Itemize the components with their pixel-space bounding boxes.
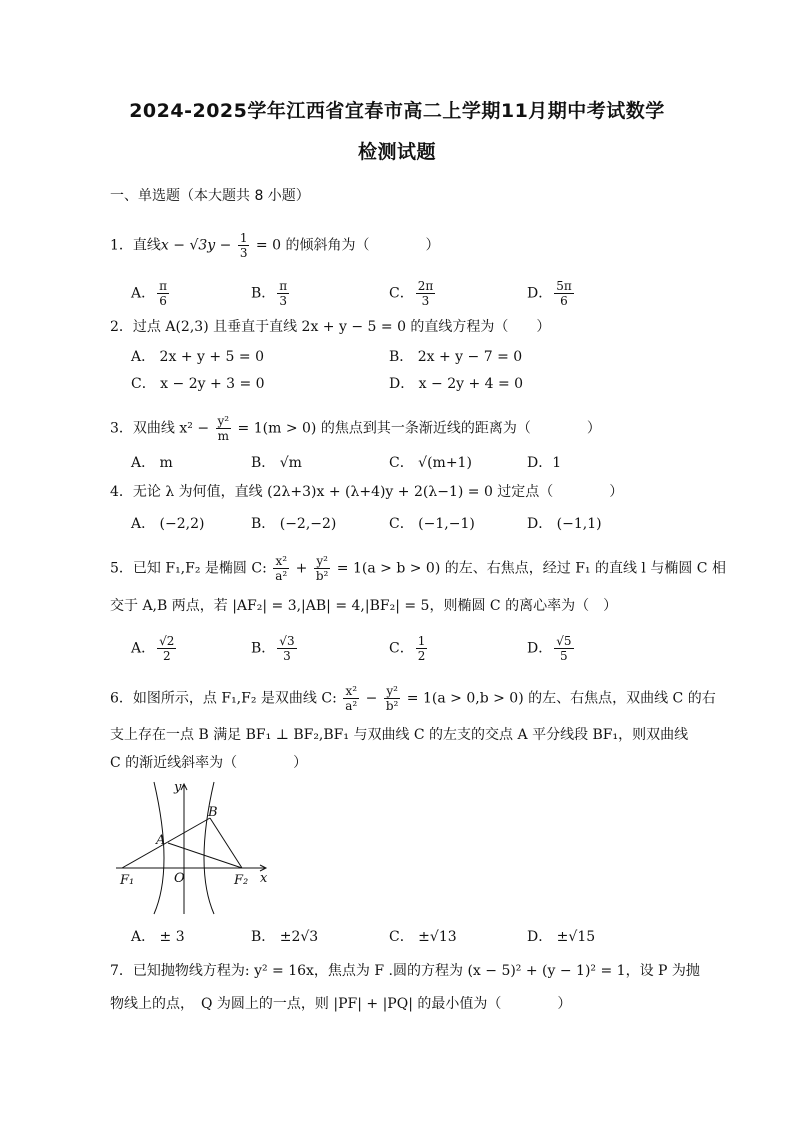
- section-heading: 一、单选题（本大题共 8 小题）: [110, 188, 310, 204]
- q4-option-b: B． (−2,−2): [251, 516, 337, 532]
- q6-option-d: D． ±√15: [527, 929, 596, 945]
- q1-text-b: = 0 的倾斜角为（ ）: [251, 237, 440, 254]
- label-a: A: [156, 833, 166, 848]
- question-3: 3．双曲线 x² − $\frac{\text{y²}}{m}$ = 1(m > 0) 的焦点到其一条渐近线的距离为（ ）: [110, 414, 601, 443]
- label-f2: F₂: [234, 873, 249, 888]
- q1-text-a: 1．直线: [110, 237, 161, 254]
- question-7-line1: 7．已知抛物线方程为: y² = 16x，焦点为 F .圆的方程为 (x − 5)² + (y − 1)² = 1，设 P 为抛: [110, 963, 700, 979]
- question-5-line2: 交于 A,B 两点，若 |AF₂| = 3,|AB| = 4,|BF₂| = 5，则椭圆 C 的离心率为（ ）: [110, 598, 618, 614]
- question-6-line2: 支上存在一点 B 满足 BF₁ ⊥ BF₂,BF₁ 与双曲线 C 的左支的交点 A 平分线段 BF₁，则双曲线: [110, 727, 689, 743]
- exam-title-line1: 2024-2025学年江西省宜春市高二上学期11月期中考试数学: [129, 100, 665, 122]
- q4-option-a: A． (−2,2): [131, 516, 205, 532]
- exam-title-line2: 检测试题: [357, 141, 436, 163]
- q5-option-c: C． $\frac{1}{2}$: [389, 634, 426, 663]
- segment-f1-b: [122, 818, 210, 868]
- q5-option-d: D． $\frac{√5}{5}$: [527, 634, 572, 663]
- q2-option-a: A． 2x + y + 5 = 0: [131, 349, 264, 365]
- label-x: x: [260, 871, 268, 886]
- right-branch: [204, 782, 214, 914]
- question-7-line2: 物线上的点， Q 为圆上的一点，则 |PF| + |PQ| 的最小值为（ ）: [110, 996, 572, 1012]
- q5-option-b: B． $\frac{√3}{3}$: [251, 634, 295, 663]
- q5-option-a: A． $\frac{√2}{2}$: [131, 634, 175, 663]
- q2-option-d: D． x − 2y + 4 = 0: [389, 376, 524, 392]
- label-o: O: [174, 871, 185, 886]
- left-branch: [154, 782, 164, 914]
- label-y: y: [174, 780, 182, 795]
- segment-a-f2: [168, 843, 242, 868]
- question-4: 4．无论 λ 为何值，直线 (2λ+3)x + (λ+4)y + 2(λ−1) = 0 过定点（ ）: [110, 484, 624, 500]
- q6-option-a: A． ± 3: [131, 929, 185, 945]
- q1-fraction: $\frac{1}{3}$: [239, 231, 248, 260]
- hyperbola-figure: [108, 778, 278, 918]
- q1-option-c: C． $\frac{2\pi}{3}$: [389, 279, 434, 308]
- q3-option-b: B． √m: [251, 455, 302, 471]
- q6-option-b: B． ±2√3: [251, 929, 319, 945]
- q4-option-d: D． (−1,1): [527, 516, 602, 532]
- label-b: B: [208, 805, 218, 820]
- q3-option-c: C． √(m+1): [389, 455, 472, 471]
- question-6-line1: 6．如图所示，点 F₁,F₂ 是双曲线 C: $\frac{\text{x²}}{\text{a²}}$ − $\frac{\text{y²}}{\text{b²}}$ = 1(a > 0,b > 0) 的左、右焦点，双曲线 C 的右: [110, 684, 716, 713]
- question-1: [110, 231, 439, 260]
- segment-b-f2: [210, 818, 242, 868]
- question-5-line1: 5．已知 F₁,F₂ 是椭圆 C: $\frac{\text{x²}}{\text{a²}}$ + $\frac{\text{y²}}{\text{b²}}$ = 1(a > b > 0) 的左、右焦点，经过 F₁ 的直线 l 与椭圆 C 相: [110, 554, 726, 583]
- label-f1: F₁: [120, 873, 135, 888]
- q3-option-a: A． m: [131, 455, 173, 471]
- q1-option-d: D． $\frac{5\pi}{6}$: [527, 279, 572, 308]
- question-6-line3: C 的渐近线斜率为（ ）: [110, 755, 308, 771]
- q1-option-b: B． $\frac{\pi}{3}$: [251, 279, 288, 308]
- q2-option-c: C． x − 2y + 3 = 0: [131, 376, 265, 392]
- q4-option-c: C． (−1,−1): [389, 516, 475, 532]
- q3-option-d: D．1: [527, 455, 562, 471]
- q2-option-b: B． 2x + y − 7 = 0: [389, 349, 523, 365]
- q1-option-a: A． $\frac{\pi}{6}$: [131, 279, 168, 308]
- question-2: 2．过点 A(2,3) 且垂直于直线 2x + y − 5 = 0 的直线方程为（ ）: [110, 319, 551, 335]
- q1-expr: x − √3y −: [160, 237, 236, 254]
- q6-option-c: C． ±√13: [389, 929, 457, 945]
